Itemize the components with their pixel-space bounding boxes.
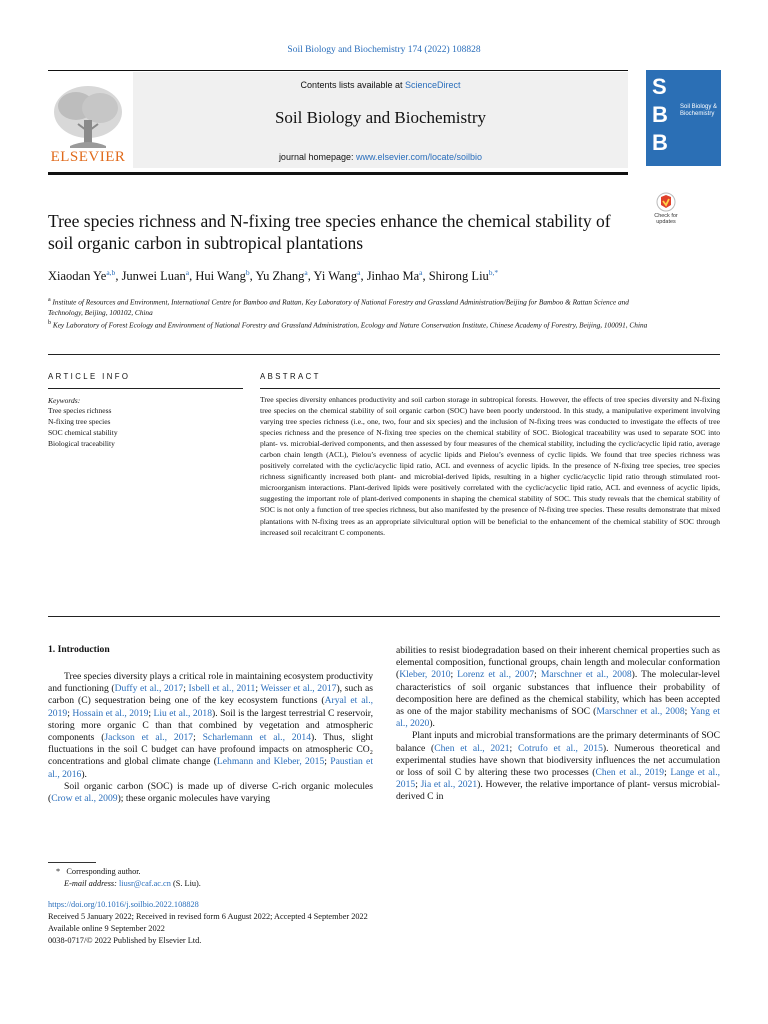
cover-letter-b1: B	[652, 102, 668, 127]
body-text-run: ). Thus, slight fluctuations in the soil C budget can have profound impacts on atmospheric CO₂ concentrations and global climate change (	[48, 732, 373, 768]
corresponding-label: Corresponding author.	[66, 867, 141, 876]
citation-link[interactable]: Lehmann and Kleber, 2015	[216, 756, 325, 768]
journal-homepage-line	[133, 152, 628, 162]
abstract-rule	[260, 388, 720, 389]
body-text-run: ). However, the relative importance of plant- versus microbial-derived C in	[396, 779, 720, 803]
author-affiliation-marker[interactable]: a	[357, 268, 361, 277]
cover-caption: Soil Biology & Biochemistry	[680, 104, 718, 117]
citation-link[interactable]: Cotrufo et al., 2015	[517, 742, 603, 754]
affiliation-text: Institute of Resources and Environment, International Centre for Bamboo and Rattan, Key Laboratory of National Forestry and Grassland Administration/Beijing for Bamboo & Rattan Science and Technology, Beijing, 100102, China	[48, 297, 629, 318]
affiliation-key: b	[48, 320, 51, 326]
author-affiliation-marker[interactable]: a	[419, 268, 423, 277]
body-text-run: ;	[67, 707, 73, 719]
citation-link[interactable]: Jia et al., 2021	[420, 779, 478, 791]
journal-name: Soil Biology and Biochemistry	[274, 108, 487, 127]
body-text-run: ;	[193, 732, 203, 744]
body-text-run: ;	[509, 742, 518, 754]
body-paragraph	[396, 645, 720, 730]
publisher-wordmark: ELSEVIER	[50, 149, 126, 165]
available-online-date: Available online 9 September 2022	[48, 924, 165, 933]
article-title: Tree species richness and N-fixing tree species enhance the chemical stability of soil organic carbon in subtropical plantations	[48, 211, 611, 253]
body-text-run: ;	[415, 779, 421, 791]
cover-letter-s: S	[652, 74, 667, 99]
affiliation-b	[48, 318, 648, 330]
citation-link[interactable]: Duffy et al., 2017	[114, 683, 184, 695]
body-text-run: ;	[148, 707, 154, 719]
introduction-heading: 1. Introduction	[48, 644, 110, 655]
journal-citation-link[interactable]: Soil Biology and Biochemistry 174 (2022) 108828	[287, 45, 481, 55]
body-left-column	[48, 671, 373, 805]
journal-cover-thumbnail[interactable]	[646, 70, 721, 166]
author-name[interactable]: Jinhao Ma	[366, 269, 420, 284]
body-paragraph	[48, 781, 373, 805]
citation-link[interactable]: Paustian et al., 2016	[48, 756, 373, 780]
author-affiliation-marker[interactable]: a	[304, 268, 308, 277]
body-text-run: ;	[684, 706, 691, 718]
abstract-text: Tree species diversity enhances productivity and soil carbon storage in subtropical forests. However, the effects of tree species diversity and N-fixing tree species on the chemical stability of soil organic carbon (SOC) have been poorly understood. In this study, a manipulative experiment involving varying tree species richness (i.e., one, two, four and six species) and the inclusion of N-fixing trees was conducted to investigate the effects of tree species richness and the presence of N-fixing tree species on the chemical stability of SOC. Biological traceability was used to separate SOC into plant- vs. microbial-derived components, and then assessed by four measures of the chemical stability, including the cyclic/acyclic lipid ratio, average carbon chain length (ACL), Pielou’s evenness of acyclic lipids and Pielou’s evenness of cyclic lipids. We found that tree species richness was positively correlated with the cyclic/acyclic lipid ratio, ACL and evenness of acyclic lipids. In the presence of N-fixing tree species, tree species richness significantly increased both plant- and microbial-derived lipids, resulting in a higher cyclic/acyclic lipid ratio through stimulated root-microorganism interactions. Plant-derived lipids were positively correlated with the cyclic/acyclic lipid ratio, ACL and evenness of acyclic lipids, suggesting the important role of plant-derived components in shaping the chemical stability of SOC. This study reveals that the chemical stability of SOC is not only a function of tree species richness, but also manifested by the presence of N-fixing tree species. These results demonstrate that mixed plantations with N-fixing trees as an appropriate silvicultural option will be beneficial to the enhancement of the chemical stability of SOC through increased soil recalcitrant C components.	[260, 395, 720, 537]
author-name[interactable]: Hui Wang	[195, 269, 246, 284]
doi-link[interactable]: https://doi.org/10.1016/j.soilbio.2022.108828	[48, 900, 199, 909]
body-paragraph	[396, 730, 720, 803]
body-text-run: ), such as carbon (C) sequestration being one of the key ecosystem functions (	[48, 683, 373, 707]
email-suffix: (S. Liu).	[172, 879, 201, 888]
body-text-run: ;	[255, 683, 261, 695]
citation-link[interactable]: Chen et al., 2019	[595, 767, 665, 779]
sciencedirect-link[interactable]: ScienceDirect	[405, 80, 461, 90]
body-paragraph	[48, 671, 373, 781]
citation-link[interactable]: Kleber, 2010	[399, 669, 451, 681]
body-text-run: ). The molecular-level characteristics of soil organic substances that influence their probability of decomposition here are defined as the chemical stability, which has been accepted as one of the major stability mechanisms of SOC (	[396, 669, 720, 718]
footnote-rule	[48, 862, 96, 863]
author-affiliation-marker[interactable]: b,*	[488, 268, 499, 277]
body-text-run: ).	[81, 768, 87, 780]
contents-line	[133, 80, 628, 90]
email-label: E-mail address:	[64, 879, 117, 888]
citation-link[interactable]: Crow et al., 2009	[51, 793, 118, 805]
article-info-rule	[48, 388, 243, 389]
homepage-prefix: journal homepage:	[278, 152, 356, 162]
body-text-run: ); these organic molecules have varying	[117, 793, 271, 805]
body-text-run: ;	[534, 669, 541, 681]
affiliation-a	[48, 295, 648, 318]
body-text-run: ).	[429, 718, 435, 730]
header-bottom-rule	[48, 172, 628, 175]
affiliation-divider	[48, 354, 720, 355]
check-for-updates-label: Check for updates	[654, 213, 678, 225]
corresponding-author-note	[56, 866, 141, 877]
body-text-run: ). Numerous theoretical and experimental studies have shown that biodiversity influences the net accumulation or loss of soil C by altering these two processes (	[396, 742, 720, 779]
keyword-item: Biological traceability	[48, 439, 115, 448]
citation-link[interactable]: Weisser et al., 2017	[260, 683, 337, 695]
body-text-run: abilities to resist biodegradation based on their inherent chemical properties such as elemental composition, functional groups, chain length and molecular conformation (	[396, 645, 720, 681]
author-name[interactable]: Yu Zhang	[255, 269, 305, 284]
email-line	[64, 878, 201, 889]
citation-link[interactable]: Yang et al., 2020	[396, 706, 720, 730]
journal-homepage-link[interactable]: www.elsevier.com/locate/soilbio	[356, 152, 483, 162]
citation-link[interactable]: Scharlemann et al., 2014	[202, 732, 311, 744]
body-text-run: Plant inputs and microbial transformations are the primary determinants of SOC balance (	[396, 730, 720, 754]
cover-letter-b2: B	[652, 130, 668, 155]
body-text-run: ;	[324, 756, 331, 768]
citation-link[interactable]: Liu et al., 2018	[153, 707, 213, 719]
body-text-run: Soil organic carbon (SOC) is made up of diverse C-rich organic molecules (	[48, 780, 373, 805]
citation-link[interactable]: Aryal et al., 2019	[48, 695, 373, 719]
author-name[interactable]: Shirong Liu	[428, 269, 489, 284]
contents-prefix: Contents lists available at	[300, 80, 406, 90]
body-right-column	[396, 645, 720, 804]
keywords-label: Keywords:	[48, 396, 81, 405]
abstract-heading: ABSTRACT	[260, 372, 321, 381]
affiliation-text: Key Laboratory of Forest Ecology and Environment of National Forestry and Grassland Administration, Ecology and Nature Conservation Institute, Chinese Academy of Forestry, Beijing, 100091, China	[52, 320, 648, 330]
keyword-item: N-fixing tree species	[48, 417, 111, 426]
copyright-line: 0038-0717/© 2022 Published by Elsevier Ltd.	[48, 936, 202, 945]
citation-link[interactable]: Jackson et al., 2017	[104, 732, 194, 744]
citation-link[interactable]: Marschner et al., 2008	[596, 706, 685, 718]
body-text-run: ;	[450, 669, 458, 681]
body-text-run: Tree species diversity plays a critical role in maintaining ecosystem productivity and functioning (	[48, 671, 373, 695]
article-info-heading: ARTICLE INFO	[48, 372, 131, 381]
body-text-run: ;	[664, 767, 671, 779]
body-text-run: ;	[183, 683, 189, 695]
email-link[interactable]: liusr@caf.ac.cn	[119, 879, 171, 888]
affiliation-key: a	[48, 297, 51, 303]
citation-link[interactable]: Lorenz et al., 2007	[457, 669, 535, 681]
citation-link[interactable]: Isbell et al., 2011	[188, 683, 256, 695]
header-top-rule	[48, 70, 628, 71]
citation-link[interactable]: Chen et al., 2021	[434, 742, 510, 754]
keyword-item: Tree species richness	[48, 406, 112, 415]
check-for-updates-icon[interactable]	[646, 191, 686, 231]
abstract-bottom-rule	[48, 616, 720, 617]
author-name[interactable]: Junwei Luan	[121, 269, 186, 284]
author-affiliation-marker[interactable]: a	[185, 268, 190, 277]
received-dates: Received 5 January 2022; Received in revised form 6 August 2022; Accepted 4 September 2022	[48, 912, 368, 921]
citation-link[interactable]: Hossain et al., 2019	[72, 707, 149, 719]
asterisk-mark: *	[56, 867, 61, 876]
author-name[interactable]: Yi Wang	[313, 269, 358, 284]
author-list: Xiaodan Ye$^{a,b}$, Junwei Luan$^a$, Hui Wang$^b$, Yu Zhang$^a$, Yi Wang$^a$, Jinhao Ma$^a$, Shirong Liu$^{b,*}$	[48, 268, 499, 284]
citation-link[interactable]: Marschner et al., 2008	[540, 669, 632, 681]
author-affiliation-marker[interactable]: b	[245, 268, 250, 277]
body-text-run: ). Soil is the largest terrestrial C reservoir, storing more organic C than that combined by vegetation and atmospheric components (	[48, 707, 373, 744]
citation-link[interactable]: Lange et al., 2015	[396, 767, 720, 791]
author-name[interactable]: Xiaodan Ye	[48, 269, 107, 284]
author-affiliation-marker[interactable]: a,b	[106, 268, 116, 277]
keyword-item: SOC chemical stability	[48, 428, 118, 437]
